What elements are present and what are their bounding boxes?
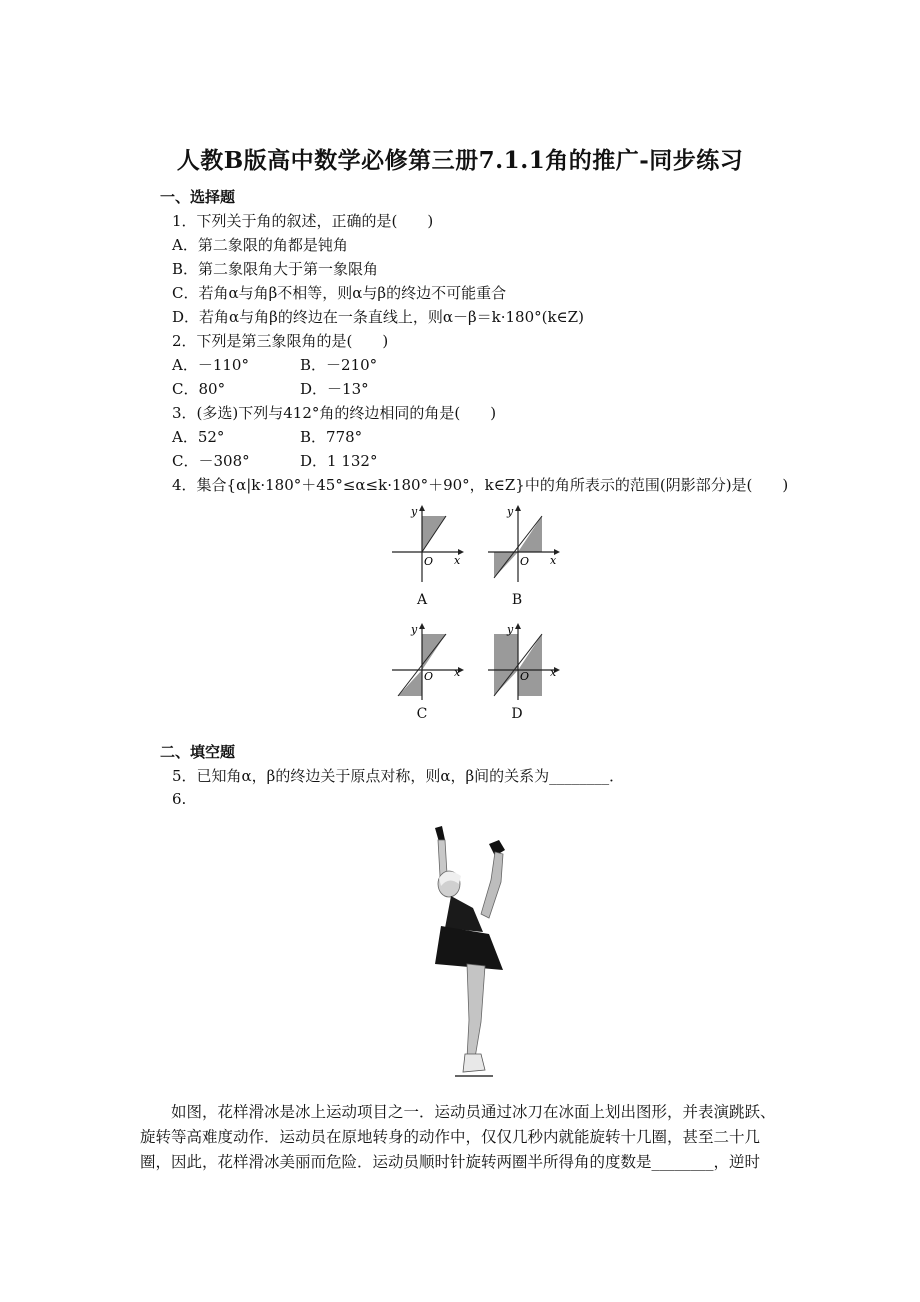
section-choice-heading: 一、选择题	[160, 188, 236, 206]
q3-option-a: A．52°	[172, 428, 225, 446]
q6-paragraph: 如图，花样滑冰是冰上运动项目之一．运动员通过冰刀在冰面上划出图形，并表演跳跃、旋转等高难度动作．运动员在原地转身的动作中，仅仅几秒内就能旋转十几圈，甚至二十几圈，因此，花样滑冰美丽而危险．运动员顺时针旋转两圈半所得角的度数是________，逆时	[140, 1103, 776, 1171]
q1-option-a: A．第二象限的角都是钝角	[172, 236, 348, 254]
y-axis-label: y	[411, 505, 418, 518]
x-axis-label: x	[454, 666, 461, 679]
q2-option-a: A．－110°	[172, 356, 249, 374]
q3-stem: 3．(多选)下列与412°角的终边相同的角是( )	[172, 404, 497, 422]
q6-number: 6.	[172, 790, 187, 808]
origin-label: O	[424, 670, 434, 683]
q4-diagram-a	[388, 502, 468, 584]
q4-caption-d: D	[511, 706, 523, 722]
section-fill-heading: 二、填空题	[160, 743, 236, 761]
shaded-region	[518, 634, 542, 696]
q4-diagram-c	[388, 620, 468, 702]
q1-stem: 1．下列关于角的叙述，正确的是( )	[172, 212, 434, 230]
shaded-region	[494, 634, 518, 696]
origin-label: O	[520, 670, 530, 683]
q4-caption-b: B	[511, 592, 523, 608]
y-axis-label: y	[411, 623, 418, 636]
q2-option-c: C．80°	[172, 380, 226, 398]
q3-option-d: D．1 132°	[300, 452, 378, 470]
q2-option-b: B．－210°	[300, 356, 378, 374]
y-axis-label: y	[507, 623, 514, 636]
q3-option-c: C．－308°	[172, 452, 250, 470]
x-axis-label: x	[550, 554, 557, 567]
q1-option-c: C．若角α与角β不相等，则α与β的终边不可能重合	[172, 284, 507, 302]
figure-skater-image	[415, 822, 525, 1084]
x-axis-label: x	[550, 666, 557, 679]
q4-stem: 4．集合{α|k·180°＋45°≤α≤k·180°＋90°，k∈Z}中的角所表示的范围(阴影部分)是( )	[172, 476, 789, 494]
q3-option-b: B．778°	[300, 428, 363, 446]
origin-label: O	[424, 555, 434, 568]
q2-option-d: D．－13°	[300, 380, 369, 398]
q5-text: 5．已知角α，β的终边关于原点对称，则α，β间的关系为________．	[172, 767, 625, 785]
origin-label: O	[520, 555, 530, 568]
x-axis-label: x	[454, 554, 461, 567]
q4-diagram-d	[484, 620, 564, 702]
q1-option-d: D．若角α与角β的终边在一条直线上，则α－β＝k·180°(k∈Z)	[172, 308, 584, 326]
page-title: 人教B版高中数学必修第三册7.1.1角的推广-同步练习	[176, 147, 744, 174]
q4-caption-c: C	[416, 706, 428, 722]
q2-stem: 2．下列是第三象限角的是( )	[172, 332, 389, 350]
q4-diagram-b	[484, 502, 564, 584]
q4-caption-a: A	[416, 592, 428, 608]
y-axis-label: y	[507, 505, 514, 518]
q1-option-b: B．第二象限角大于第一象限角	[172, 260, 379, 278]
